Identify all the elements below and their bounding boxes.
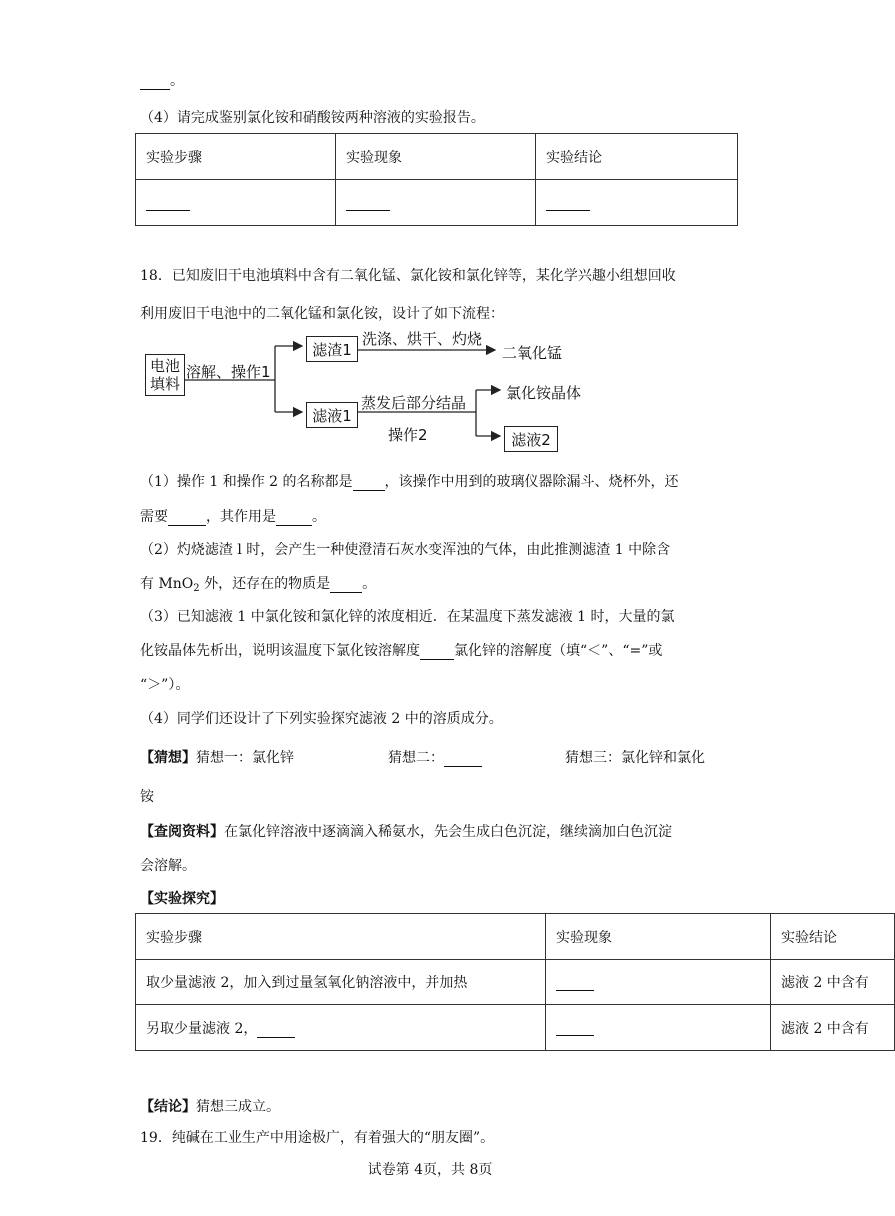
mno2-subscript: 2 (193, 583, 200, 594)
q18-p3-text-b: 化铵晶体先析出，说明该温度下氯化铵溶解度 (140, 643, 420, 659)
q18-p2-line2 (140, 573, 376, 594)
guess-three: 猜想三：氯化锌和氯化 (565, 750, 705, 766)
guess-two-wrap (388, 747, 482, 767)
q18-p1-text-c: 需要 (140, 509, 168, 525)
q18-p1-text-b: ，该操作中用到的玻璃仪器除漏斗、烧杯外，还 (384, 474, 679, 490)
conclusion-text: 猜想三成立。 (196, 1099, 280, 1115)
explore-row1-conclusion: 滤液 2 中含有 (771, 960, 895, 1005)
answer-blank (257, 1021, 295, 1038)
flow-source-line2: 填料 (149, 375, 180, 393)
explore-row1-phenomenon (546, 960, 771, 1005)
guess-one: 猜想一：氯化锌 (196, 750, 294, 766)
reference-line (140, 821, 672, 841)
reference-label: 【查阅资料】 (140, 824, 224, 840)
answer-blank (276, 509, 312, 526)
table-cell-blank (536, 180, 738, 226)
table-cell-blank (336, 180, 536, 226)
answer-blank (146, 194, 190, 211)
table-header-phenomenon: 实验现象 (336, 134, 536, 180)
answer-blank (546, 194, 590, 211)
q18-p2-text-c: 外，还存在的物质是 (199, 576, 331, 592)
report-table (135, 133, 738, 226)
answer-blank-line (140, 70, 184, 90)
q18-p1-text-d: ，其作用是 (206, 509, 276, 525)
period: 。 (170, 73, 184, 89)
answer-blank (168, 509, 206, 526)
guess-two: 猜想二： (388, 750, 444, 766)
q18-p2-text-b: 有 MnO (140, 576, 194, 592)
answer-blank (330, 576, 362, 593)
answer-blank (556, 974, 594, 991)
q18-p1-line2 (140, 506, 326, 526)
explore-row2-step-text: 另取少量滤液 2， (146, 1020, 258, 1037)
explore-row2-step (136, 1005, 546, 1051)
explore-row2-phenomenon (546, 1005, 771, 1051)
q18-intro-line1: 18．已知废旧干电池填料中含有二氧化锰、氯化铵和氯化锌等，某化学兴趣小组想回收 (140, 268, 676, 284)
explore-label: 【实验探究】 (140, 891, 224, 907)
table-header-step: 实验步骤 (136, 134, 336, 180)
flow-source-line1: 电池 (149, 357, 180, 375)
flow-filtrate2-box: 滤液2 (504, 426, 558, 452)
q18-intro-line2: 利用废旧干电池中的二氧化锰和氯化铵，设计了如下流程： (140, 306, 504, 322)
flow-mno2-label: 二氧化锰 (502, 344, 563, 362)
answer-blank (420, 643, 454, 660)
q4-prompt: （4）请完成鉴别氯化铵和硝酸铵两种溶液的实验报告。 (140, 110, 485, 126)
flowchart (140, 328, 600, 458)
answer-blank (346, 194, 390, 211)
q18-p4: （4）同学们还设计了下列实验探究滤液 2 中的溶质成分。 (140, 711, 503, 727)
explore-header-step: 实验步骤 (136, 914, 546, 960)
q18-p3-line1: （3）已知滤液 1 中氯化铵和氯化锌的浓度相近．在某温度下蒸发滤液 1 时，大量的氯 (140, 609, 675, 625)
q18-p3-line2 (140, 640, 662, 660)
q19-text: 19．纯碱在工业生产中用途极广，有着强大的“朋友圈”。 (140, 1130, 495, 1146)
q18-p1-line1 (140, 471, 679, 491)
answer-blank (444, 750, 482, 767)
explore-table (135, 913, 895, 1051)
flow-residue1-box: 滤渣1 (306, 336, 358, 362)
guess-three-cont: 铵 (140, 789, 154, 805)
explore-row2-conclusion: 滤液 2 中含有 (771, 1005, 895, 1051)
table-cell-blank (136, 180, 336, 226)
q18-p1-text-a: （1）操作 1 和操作 2 的名称都是 (140, 474, 353, 490)
flow-filtrate1-box: 滤液1 (306, 402, 358, 428)
q18-p2-text-d: 。 (362, 576, 377, 592)
guess-label: 【猜想】 (140, 750, 196, 766)
flow-op2-label: 操作2 (388, 426, 428, 444)
flow-evap-label: 蒸发后部分结晶 (361, 394, 467, 412)
flow-crystal-label: 氯化铵晶体 (506, 384, 582, 402)
explore-row1-step: 取少量滤液 2，加入到过量氢氧化钠溶液中，并加热 (136, 960, 546, 1005)
answer-blank (140, 73, 170, 90)
reference-text: 在氯化锌溶液中逐滴滴入稀氨水，先会生成白色沉淀，继续滴加白色沉淀 (224, 824, 672, 840)
conclusion-line (140, 1096, 280, 1116)
guess-line (140, 747, 720, 767)
answer-blank (353, 474, 385, 491)
conclusion-label: 【结论】 (140, 1099, 196, 1115)
table-header-conclusion: 实验结论 (536, 134, 738, 180)
flow-wash-label: 洗涤、烘干、灼烧 (362, 330, 483, 348)
flow-op1-label: 溶解、操作1 (186, 363, 271, 381)
q18-p3-text-c: 氯化锌的溶解度（填“＜”、“=”或 (454, 643, 663, 659)
explore-header-conclusion: 实验结论 (771, 914, 895, 960)
reference-cont: 会溶解。 (140, 858, 196, 874)
q18-p2-line1: （2）灼烧滤渣 l 时，会产生一种使澄清石灰水变浑浊的气体，由此推测滤渣 1 中除含 (140, 542, 671, 558)
explore-header-phenomenon: 实验现象 (546, 914, 771, 960)
flow-source-box (145, 354, 185, 396)
q18-p1-text-e: 。 (312, 509, 326, 525)
q18-p3-line3: “＞”）。 (140, 677, 190, 693)
page-footer: 试卷第 4页，共 8页 (367, 1162, 493, 1178)
answer-blank (556, 1019, 594, 1036)
